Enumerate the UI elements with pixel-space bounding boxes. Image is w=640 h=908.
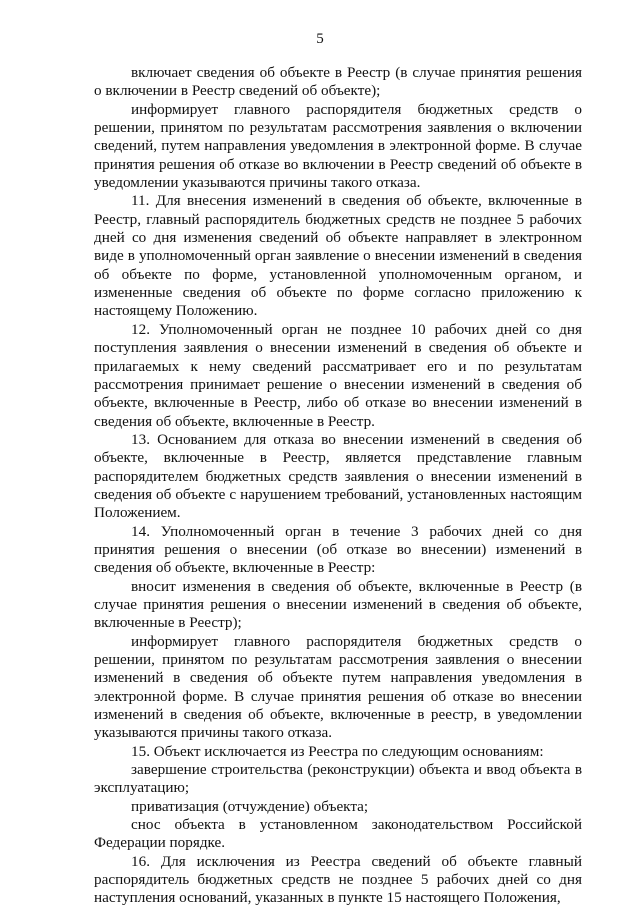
paragraph-include-info: включает сведения об объекте в Реестр (в случае принятия решения о включении в Реестр сведений об объекте); [94, 64, 582, 100]
paragraph-14: 14. Уполномоченный орган в течение 3 рабочих дней со дня принятия решения о внесении (об отказе во внесении) изменений в сведения об объекте, включенные в Реестр: [94, 522, 582, 577]
paragraph-inform-on-changes: информирует главного распорядителя бюджетных средств о решении, принятом по результатам рассмотрения заявления о внесении изменений в сведения об объекте путем направления уведомления в электронной форме. В случае принятия решения об отказе во внесении изменений в сведения об объекте, включенные в реестр, в уведомлении указываются причины такого отказа. [94, 632, 582, 742]
paragraph-11: 11. Для внесения изменений в сведения об объекте, включенные в Реестр, главный распорядитель бюджетных средств не позднее 5 рабочих дней со дня изменения сведений об объекте направляет в электронном виде в уполномоченный орган заявление о внесении изменений в сведения об объекте по форме, установленной уполномоченным органом, и измененные сведения об объекте по форме согласно приложению к настоящему Положению. [94, 192, 582, 320]
paragraph-make-changes: вносит изменения в сведения об объекте, включенные в Реестр (в случае принятия решения о внесении изменений в сведения об объекте, включенные в Реестр); [94, 577, 582, 632]
paragraph-15: 15. Объект исключается из Реестра по следующим основаниям: [131, 742, 544, 760]
paragraph-ground-completion: завершение строительства (реконструкции) объекта и ввод объекта в эксплуатацию; [94, 761, 582, 797]
paragraph-inform-on-inclusion: информирует главного распорядителя бюджетных средств о решении, принятом по результатам рассмотрения заявления о включении сведений, путем направления уведомления в электронной форме. В случае принятия решения об отказе во включении в Реестр сведений об объекте в уведомлении указываются причины такого отказа. [94, 100, 582, 192]
paragraph-16: 16. Для исключения из Реестра сведений об объекте главный распорядитель бюджетных средств не позднее 5 рабочих дней со дня наступления оснований, указанных в пункте 15 настоящего Положения, [94, 852, 582, 907]
paragraph-ground-demolition: снос объекта в установленном законодательством Российской Федерации порядке. [94, 816, 582, 852]
paragraph-12: 12. Уполномоченный орган не позднее 10 рабочих дней со дня поступления заявления о внесении изменений в сведения об объекте и прилагаемых к нему сведений рассматривает его и по результатам рассмотрения принимает решение о внесении изменений в сведения об объекте, включенные в Реестр, либо об отказе во внесении изменений в сведения об объекте, включенные в Реестр. [94, 320, 582, 430]
page-number: 5 [316, 31, 324, 47]
paragraph-13: 13. Основанием для отказа во внесении изменений в сведения об объекте, включенные в Реестр, является представление главным распорядителем бюджетных средств заявления о внесении изменений в сведения об объекте с нарушением требований, установленных настоящим Положением. [94, 430, 582, 522]
document-body [94, 64, 582, 908]
paragraph-ground-privatization: приватизация (отчуждение) объекта; [131, 797, 369, 815]
